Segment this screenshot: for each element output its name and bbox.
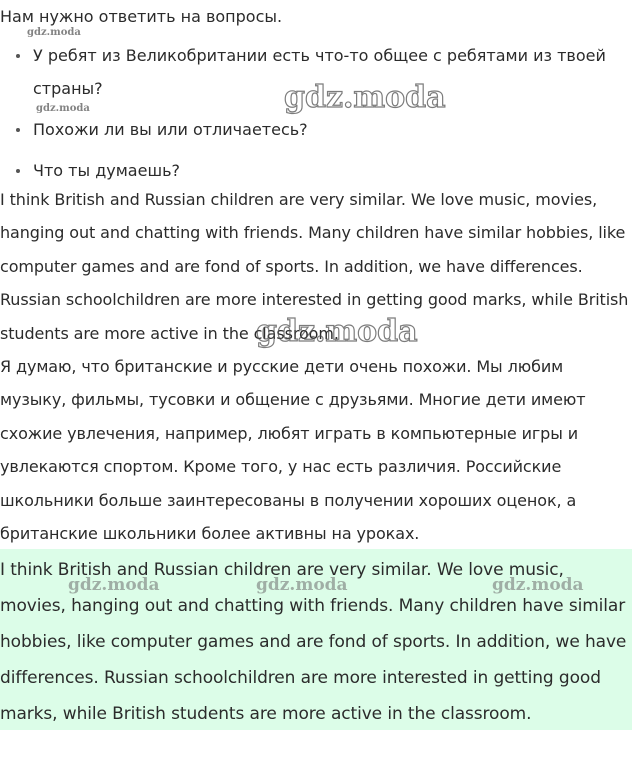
watermark-logo: gdz.moda (492, 575, 584, 595)
question-list (0, 39, 632, 187)
watermark-logo: gdz.moda (256, 575, 348, 595)
answer-russian: Я думаю, что британские и русские дети очень похожи. Мы любим музыку, фильмы, тусовки и общение с друзьями. Многие дети имеют схожие увлечения, например, любят играть в компьютерные игры и увлекаются спортом. Кроме того, у нас есть различия. Российские школьники больше заинтересованы в получении хороших оценок, а британские школьники более активны на уроках. (0, 357, 586, 544)
answer-highlight-box (0, 549, 632, 730)
watermark-logo: gdz.moda (27, 27, 81, 38)
intro-text: Нам нужно ответить на вопросы. (0, 7, 283, 26)
watermark-logo: gdz.moda (36, 103, 90, 114)
answer-box-text: I think British and Russian children are very similar. We love music, movies, hanging out and chatting with friends. Many children have similar hobbies, like computer games and are fond of sports. In addition, we have differences. Russian schoolchildren are more interested in getting good marks, while British students are more active in the classroom. (0, 560, 627, 724)
watermark-logo: gdz.moda (256, 314, 418, 349)
answer-english: I think British and Russian children are very similar. We love music, movies, hanging out and chatting with friends. Many children have similar hobbies, like computer games and are fond of sports. In addition, we have differences. Russian schoolchildren are more interested in getting good marks, while British students are more active in the classroom. (0, 190, 629, 343)
watermark-logo: gdz.moda (68, 575, 160, 595)
question-item: Что ты думаешь? (0, 154, 632, 187)
question-item: У ребят из Великобритании есть что-то общее с ребятами из твоей страны? (0, 39, 632, 105)
watermark-logo: gdz.moda (284, 80, 446, 115)
question-item: Похожи ли вы или отличаетесь? (0, 113, 632, 146)
